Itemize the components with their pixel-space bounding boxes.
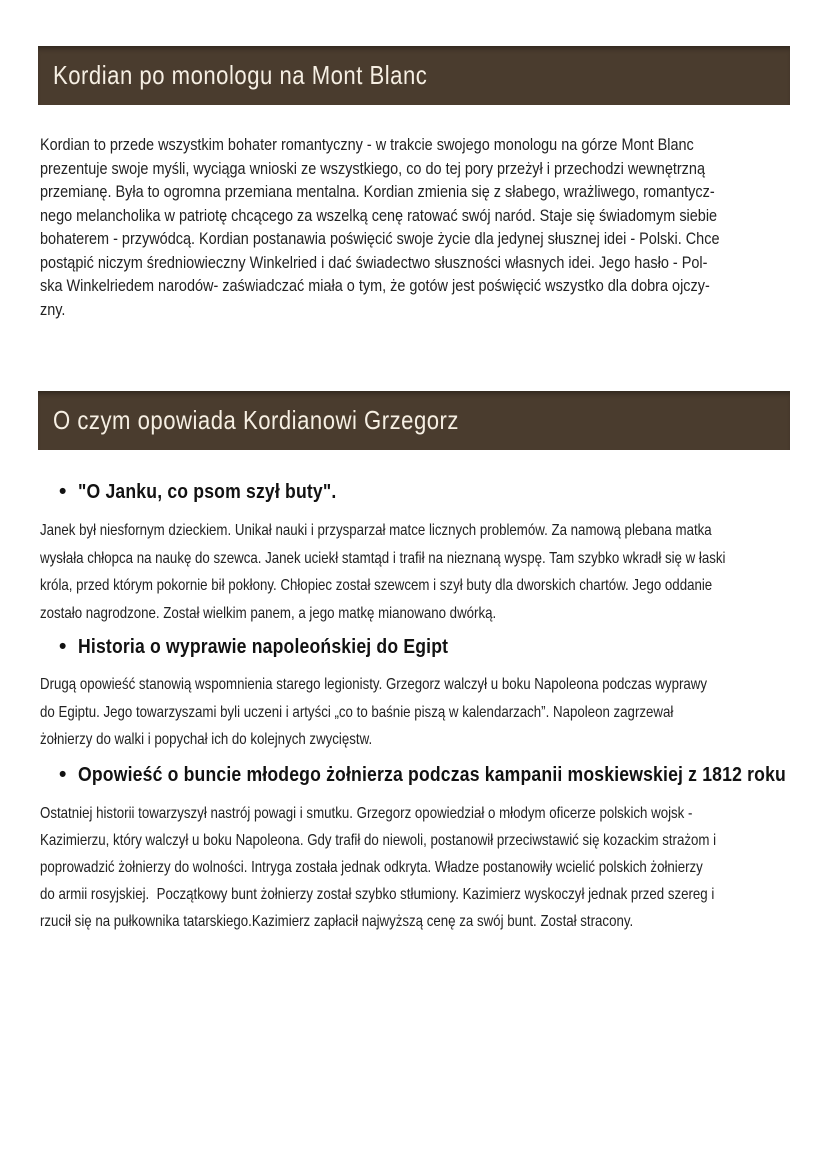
paragraph-line: żołnierzy do walki i popychał ich do kolejnych zwycięstw.: [40, 731, 373, 748]
paragraph-line: postąpić niczym średniowieczny Winkelried i dać świadectwo słuszności własnych idei. Jego hasło - Pol-: [40, 252, 708, 272]
paragraph-line: Janek był niesfornym dzieckiem. Unikał nauki i przysparzał matce licznych problemów. Za namową plebana matka: [40, 522, 712, 539]
paragraph-line: do armii rosyjskiej. Początkowy bunt żołnierzy został szybko stłumiony. Kazimierz wyskoczył jednak przed szereg i: [40, 886, 715, 903]
paragraph-line: Kazimierzu, który walczył u boku Napoleona. Gdy trafił do niewoli, postanowił przeciwstawić się kozackim strażom i: [40, 832, 717, 849]
bullet-heading-bunt-1812: [59, 763, 828, 787]
bullet-heading-janek: [59, 480, 372, 504]
section-header-grzegorz-opowiesci: [38, 391, 790, 450]
paragraph-line: Drugą opowieść stanowią wspomnienia starego legionisty. Grzegorz walczył u boku Napoleona podczas wyprawy: [40, 676, 708, 693]
bullet-2-paragraph: [40, 671, 828, 754]
paragraph-line: przemianę. Była to ogromna przemiana mentalna. Kordian zmienia się z słabego, wrażliwego, romantycz-: [40, 182, 715, 201]
section-title: Kordian po monologu na Mont Blanc: [53, 60, 428, 90]
section-header-kordian-monolog: [38, 46, 790, 105]
paragraph-line: Kordian to przede wszystkim bohater romantyczny - w trakcie swojego monologu na górze Mont Blanc: [40, 135, 694, 154]
section-1-paragraph: [40, 133, 828, 321]
bullet-heading-text: "O Janku, co psom szył buty".: [78, 481, 337, 503]
bullet-1-paragraph: [40, 517, 828, 627]
paragraph-line: poprowadzić żołnierzy do wolności. Intryga została jednak odkryta. Władze postanowiły wcielić polskich żołnierzy: [40, 859, 703, 876]
bullet-heading-egipt: [59, 635, 499, 659]
paragraph-line: zostało nagrodzone. Został wielkim panem, a jego matkę mianowano dwórką.: [40, 604, 497, 622]
paragraph-line: nego melancholika w patriotę chcącego za wszelką cenę ratować swój naród. Staje się świadomym siebie: [40, 205, 718, 225]
paragraph-line: Ostatniej historii towarzyszył nastrój powagi i smutku. Grzegorz opowiedział o młodym oficerze polskich wojsk -: [40, 805, 693, 822]
bullet-heading-text: Historia o wyprawie napoleońskiej do Egipt: [78, 636, 449, 658]
bullet-3-paragraph: [40, 800, 828, 935]
bullet-icon: •: [59, 763, 67, 786]
paragraph-line: rzucił się na pułkownika tatarskiego.Kazimierz zapłacił najwyższą cenę za swój bunt. Został stracony.: [40, 913, 634, 930]
bullet-heading-text: Opowieść o buncie młodego żołnierza podczas kampanii moskiewskiej z 1812 roku: [78, 764, 787, 786]
paragraph-line: wysłała chłopca na naukę do szewca. Janek uciekł stamtąd i trafił na nieznaną wyspę. Tam szybko wkradł się w łaski: [40, 549, 726, 567]
bullet-icon: •: [59, 635, 67, 658]
section-title: O czym opowiada Kordianowi Grzegorz: [53, 405, 459, 435]
paragraph-line: króla, przed którym pokornie bił pokłony. Chłopiec został szewcem i szył buty dla dworskich chartów. Jego oddanie: [40, 577, 713, 594]
paragraph-line: bohaterem - przywódcą. Kordian postanawia poświęcić swoje życie dla jedynej słusznej idei - Polski. Chce: [40, 229, 720, 248]
paragraph-line: ska Winkelriedem narodów- zaświadczać miała o tym, że gotów jest poświęcić wszystko dla dobra ojczy-: [40, 276, 710, 295]
paragraph-line: do Egiptu. Jego towarzyszami byli uczeni i artyści „co to baśnie piszą w kalendarzach”. Napoleon zagrzewał: [40, 703, 674, 721]
paragraph-line: prezentuje swoje myśli, wyciąga wnioski ze wszystkiego, co do tej pory przeżył i przechodzi wewnętrzną: [40, 158, 705, 178]
paragraph-line: zny.: [40, 299, 66, 319]
bullet-icon: •: [59, 480, 67, 503]
